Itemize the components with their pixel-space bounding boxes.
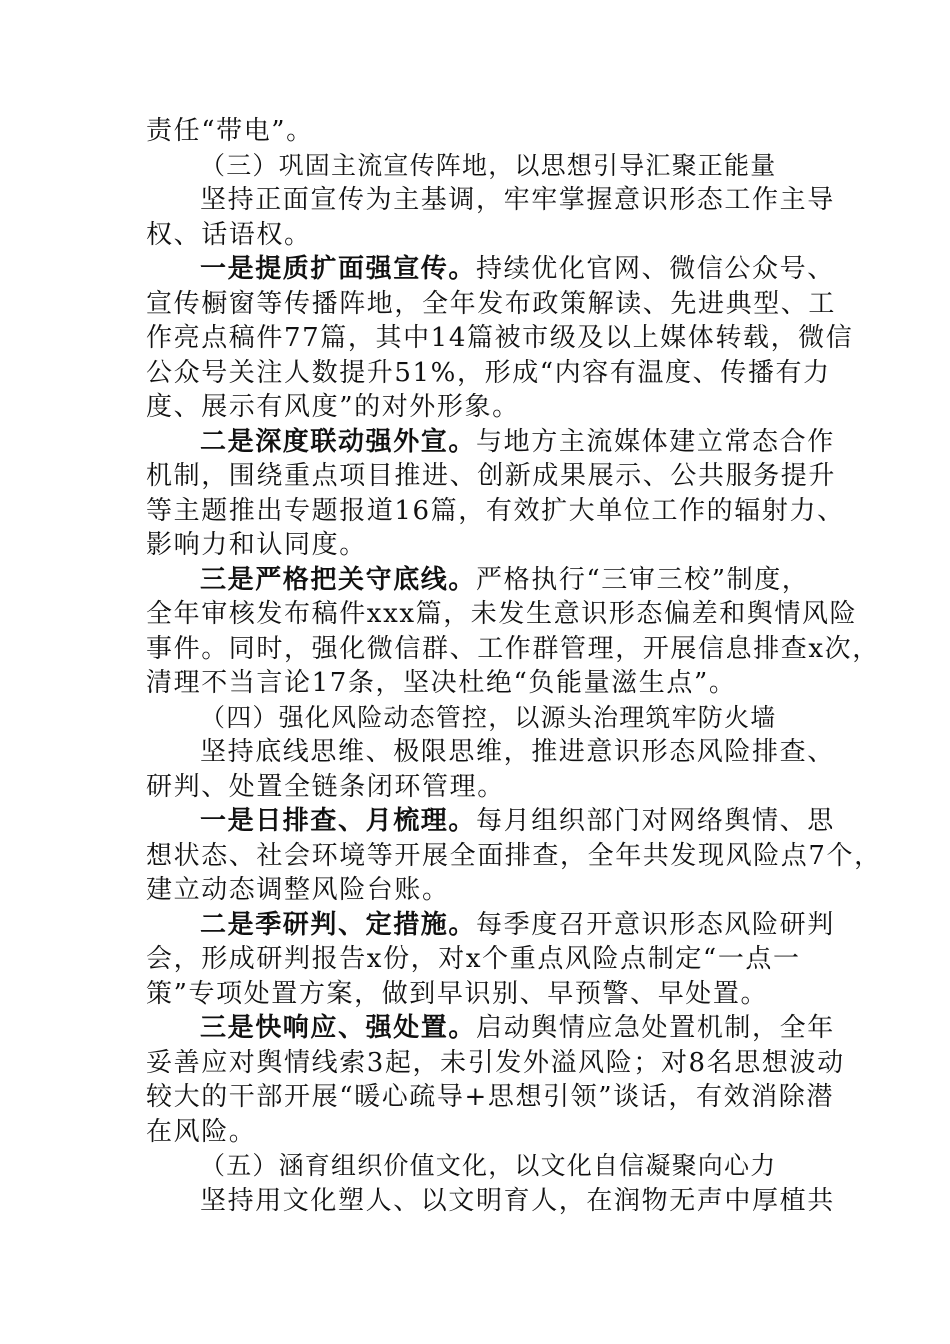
paragraph-line: 会，形成研判报告x份，对x个重点风险点制定“一点一 bbox=[146, 944, 801, 974]
section-heading-3: （三）巩固主流宣传阵地，以思想引导汇聚正能量 bbox=[200, 150, 777, 180]
paragraph-line bbox=[146, 908, 835, 943]
paragraph-line: 责任“带电”。 bbox=[146, 116, 314, 146]
bold-lead: 一是日排查、月梳理。 bbox=[200, 806, 477, 836]
paragraph-line: 建立动态调整风险台账。 bbox=[146, 875, 450, 905]
paragraph-line: 在风险。 bbox=[146, 1116, 257, 1147]
paragraph-line: 研判、处置全链条闭环管理。 bbox=[146, 771, 505, 802]
paragraph-line bbox=[146, 563, 826, 598]
paragraph-text: 与地方主流媒体建立常态合作 bbox=[476, 426, 835, 457]
paragraph-line: 想状态、社会环境等开展全面排查，全年共发现风险点7个， bbox=[146, 840, 882, 871]
paragraph-line: 事件。同时，强化微信群、工作群管理，开展信息排查x次， bbox=[146, 633, 880, 664]
paragraph-line: 机制，围绕重点项目推进、创新成果展示、公共服务提升 bbox=[146, 461, 837, 491]
paragraph-line bbox=[146, 425, 835, 460]
paragraph-line: 清理不当言论17条，坚决杜绝“负能量滋生点”。 bbox=[146, 668, 737, 698]
paragraph-line: 影响力和认同度。 bbox=[146, 530, 367, 560]
paragraph-line bbox=[146, 804, 835, 839]
paragraph-text: 每月组织部门对网络舆情、思 bbox=[476, 806, 835, 836]
bold-lead: 一是提质扩面强宣传。 bbox=[200, 254, 477, 284]
paragraph-line: 坚持底线思维、极限思维，推进意识形态风险排查、 bbox=[200, 737, 835, 767]
paragraph-text: 启动舆情应急处置机制，全年 bbox=[476, 1013, 835, 1043]
section-heading-5: （五）涵育组织价值文化，以文化自信凝聚向心力 bbox=[200, 1151, 777, 1180]
paragraph-line: 公众号关注人数提升51%，形成“内容有温度、传播有力 bbox=[146, 357, 831, 388]
section-heading-4: （四）强化风险动态管控，以源头治理筑牢防火墙 bbox=[200, 702, 777, 732]
paragraph-line: 等主题推出专题报道16篇，有效扩大单位工作的辐射力、 bbox=[146, 495, 845, 526]
bold-lead: 三是快响应、强处置。 bbox=[200, 1013, 477, 1043]
bold-lead: 二是深度联动强外宣。 bbox=[200, 426, 477, 457]
paragraph-line: 较大的干部开展“暖心疏导+思想引领”谈话，有效消除潜 bbox=[146, 1082, 834, 1112]
document-body bbox=[146, 114, 882, 1218]
paragraph-line: 策”专项处置方案，做到早识别、早预警、早处置。 bbox=[146, 978, 769, 1009]
paragraph-line bbox=[146, 1011, 835, 1046]
paragraph-line: 作亮点稿件77篇，其中14篇被市级及以上媒体转载，微信 bbox=[146, 323, 854, 353]
bold-lead: 二是季研判、定措施。 bbox=[200, 909, 477, 940]
paragraph-line bbox=[146, 252, 835, 287]
paragraph-line: 度、展示有风度”的对外形象。 bbox=[146, 392, 520, 422]
paragraph-line: 妥善应对舆情线索3起，未引发外溢风险；对8名思想波动 bbox=[146, 1047, 845, 1078]
paragraph-line: 全年审核发布稿件xxx篇，未发生意识形态偏差和舆情风险 bbox=[146, 599, 858, 629]
bold-lead: 三是严格把关守底线。 bbox=[200, 564, 477, 595]
paragraph-line: 坚持正面宣传为主基调，牢牢掌握意识形态工作主导 bbox=[200, 185, 835, 215]
paragraph-text: 严格执行“三审三校”制度， bbox=[476, 564, 810, 595]
paragraph-line: 坚持用文化塑人、以文明育人，在润物无声中厚植共 bbox=[200, 1185, 835, 1216]
paragraph-line: 宣传橱窗等传播阵地，全年发布政策解读、先进典型、工 bbox=[146, 288, 837, 319]
paragraph-line: 权、话语权。 bbox=[146, 219, 312, 250]
paragraph-text: 持续优化官网、微信公众号、 bbox=[476, 254, 835, 284]
paragraph-text: 每季度召开意识形态风险研判 bbox=[476, 909, 835, 940]
